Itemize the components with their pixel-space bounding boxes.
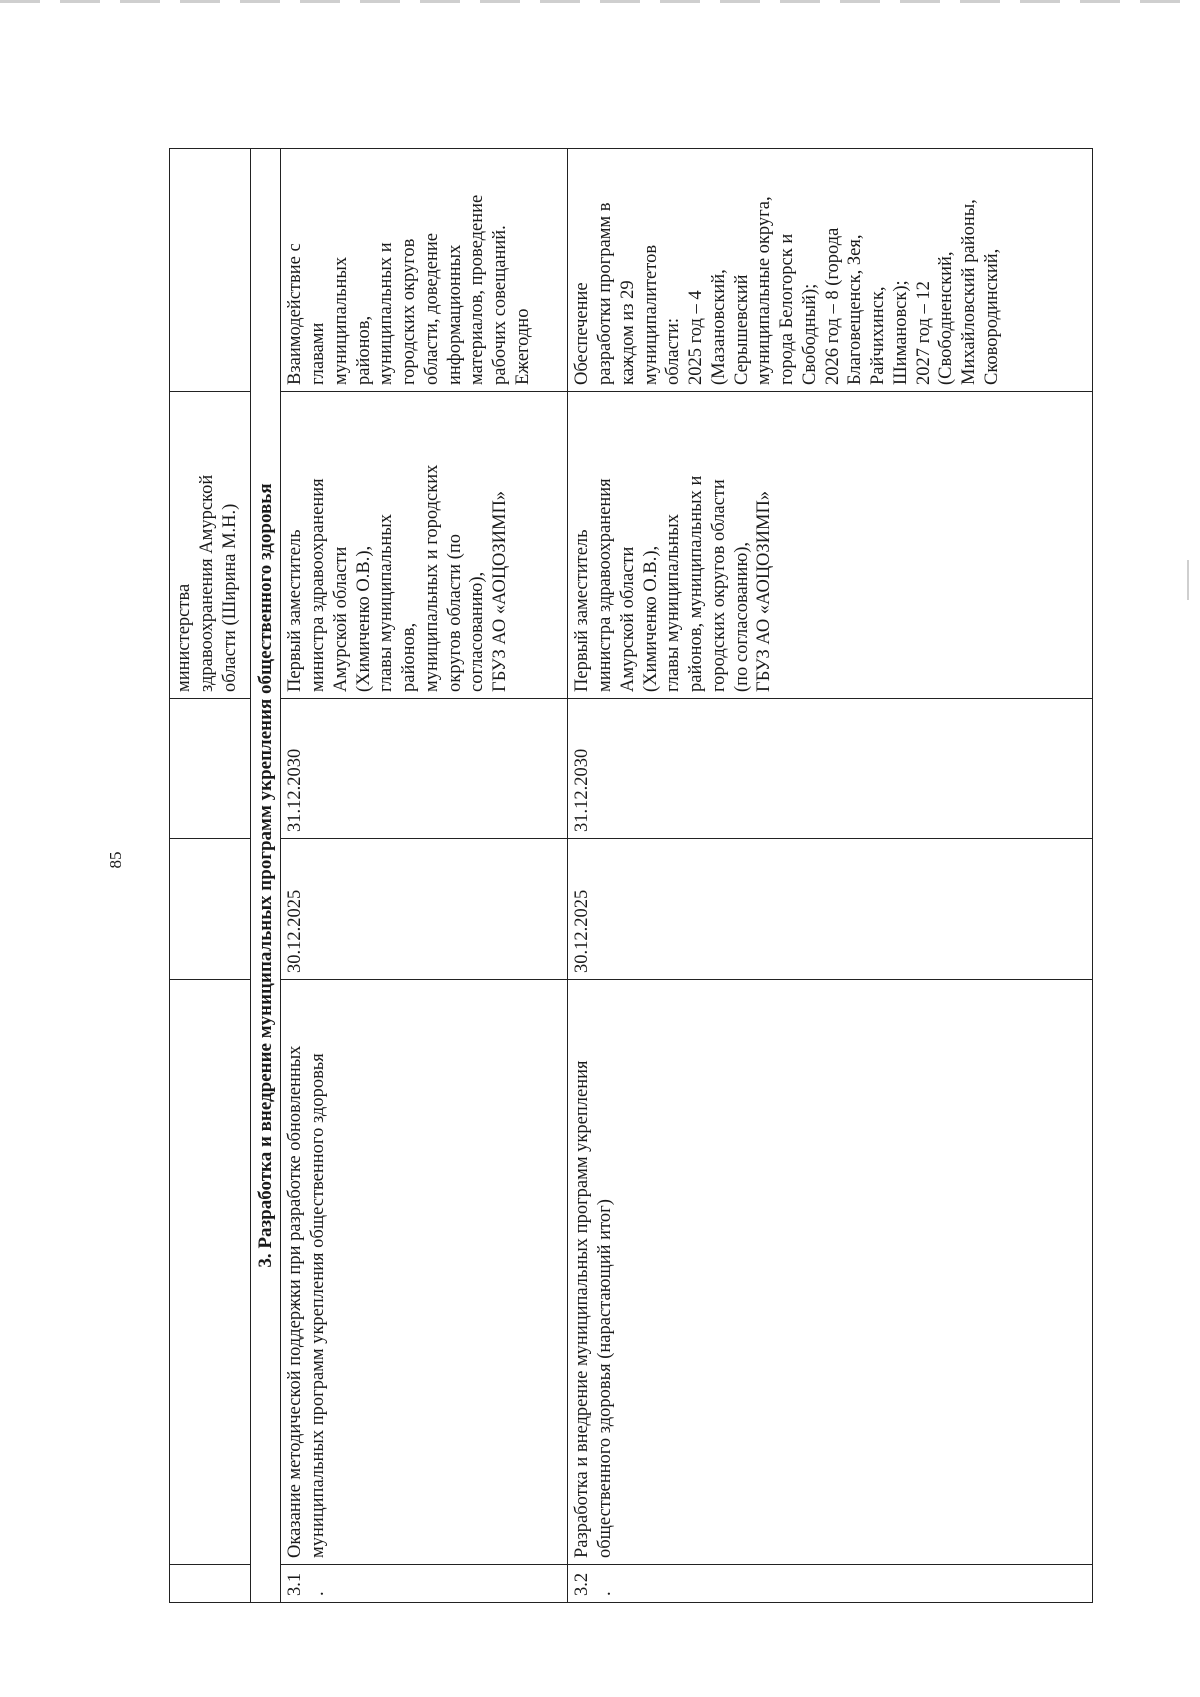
responsible-line: муниципальных и городских	[421, 464, 442, 692]
responsible-line: министра здравоохранения	[308, 478, 329, 692]
result-line: Обеспечение	[572, 282, 593, 385]
responsible-line: министра здравоохранения	[595, 478, 616, 692]
row-end-date: 31.12.2030	[281, 699, 568, 839]
result-line: Райчихинск,	[868, 286, 889, 385]
cont-responsible-line: области (Ширина М.Н.)	[219, 503, 240, 692]
responsible-line: Амурской области	[330, 546, 351, 692]
cont-num-cell	[170, 1565, 251, 1603]
row-responsible	[281, 392, 568, 699]
result-line: рабочих совещаний.	[490, 225, 511, 385]
result-line: города Белогорск и	[777, 233, 798, 385]
result-line: Свободный);	[799, 283, 820, 385]
row-responsible	[568, 392, 1093, 699]
cont-name-cell	[170, 980, 251, 1565]
cont-end-cell	[170, 699, 251, 839]
rotated-table-wrapper	[169, 149, 1093, 1603]
result-line: 2026 год – 8 (города	[822, 227, 843, 385]
result-line: муниципальных	[330, 256, 351, 385]
row-name: Оказание методической поддержки при разработке обновленных муниципальных программ укрепления общественного здоровья	[281, 980, 568, 1565]
result-line: муниципалитетов	[640, 244, 661, 385]
result-line: области, доведение	[421, 233, 442, 385]
result-line: каждом из 29	[617, 280, 638, 385]
page-number: 85	[106, 851, 125, 869]
cont-result-cell	[170, 149, 251, 392]
result-line: 2027 год – 12	[913, 281, 934, 385]
result-line: Шимановск);	[890, 280, 911, 385]
result-line: Михайловский районы,	[959, 199, 980, 385]
scan-margin-mark	[1187, 560, 1189, 600]
row-name: Разработка и внедрение муниципальных программ укрепления общественного здоровья (нарастающий итог)	[568, 980, 1093, 1565]
responsible-line: Амурской области	[617, 546, 638, 692]
row-start-date: 30.12.2025	[568, 839, 1093, 980]
result-line: (Мазановский,	[708, 269, 729, 385]
result-line: Взаимодействие с	[285, 243, 306, 385]
result-line: 2025 год – 4	[686, 290, 707, 385]
table-row	[568, 149, 1093, 1603]
cont-responsible-cell	[170, 392, 251, 699]
row-end-date: 31.12.2030	[568, 699, 1093, 839]
result-line: муниципальных и	[376, 242, 397, 385]
result-line: главами	[308, 322, 329, 385]
cont-responsible-line: здравоохранения Амурской	[196, 474, 217, 692]
result-line: городских округов	[399, 238, 420, 385]
responsible-line: ГБУЗ АО «АОЦОЗИМП»	[490, 490, 511, 692]
responsible-line: (по согласованию),	[731, 541, 752, 692]
result-line: области:	[663, 318, 684, 385]
table-row	[281, 149, 568, 1603]
responsible-line: (Химиченко О.В.),	[640, 545, 661, 692]
result-line: (Свободненский,	[936, 251, 957, 385]
row-start-date: 30.12.2025	[281, 839, 568, 980]
responsible-line: Первый заместитель	[572, 529, 593, 692]
row-result	[281, 149, 568, 392]
row-number: 3.1.	[281, 1565, 568, 1603]
cont-start-cell	[170, 839, 251, 980]
row-number: 3.2.	[568, 1565, 1093, 1603]
result-line: муниципальные округа,	[754, 196, 775, 385]
result-line: разработки программ в	[595, 202, 616, 385]
responsible-line: городских округов области	[708, 479, 729, 692]
action-plan-table	[169, 148, 1093, 1603]
result-line: материалов, проведение	[467, 194, 488, 385]
section-header-row	[251, 149, 281, 1603]
result-line: Ежегодно	[512, 308, 533, 385]
responsible-line: главы муниципальных	[663, 514, 684, 692]
result-line: информационных	[444, 244, 465, 385]
result-line: районов,	[353, 315, 374, 385]
result-line: Благовещенск, Зея,	[845, 234, 866, 385]
section-title: 3. Разработка и внедрение муниципальных программ укрепления общественного здоровья	[251, 149, 281, 1603]
responsible-line: согласованию),	[467, 571, 488, 692]
result-line: Сковородинский,	[981, 248, 1002, 385]
responsible-line: районов,	[399, 622, 420, 692]
row-result	[568, 149, 1093, 392]
responsible-line: округов области (по	[444, 533, 465, 692]
responsible-line: (Химиченко О.В.),	[353, 545, 374, 692]
cont-responsible-line: министерства	[174, 583, 194, 692]
responsible-line: главы муниципальных	[376, 514, 397, 692]
responsible-line: Первый заместитель	[285, 529, 306, 692]
continuation-row	[170, 149, 251, 1603]
responsible-line: районов, муниципальных и	[686, 475, 707, 692]
responsible-line: ГБУЗ АО «АОЦОЗИМП»	[754, 490, 775, 692]
result-line: Серышевский	[731, 274, 752, 385]
scan-edge-artifact	[0, 0, 1200, 3]
